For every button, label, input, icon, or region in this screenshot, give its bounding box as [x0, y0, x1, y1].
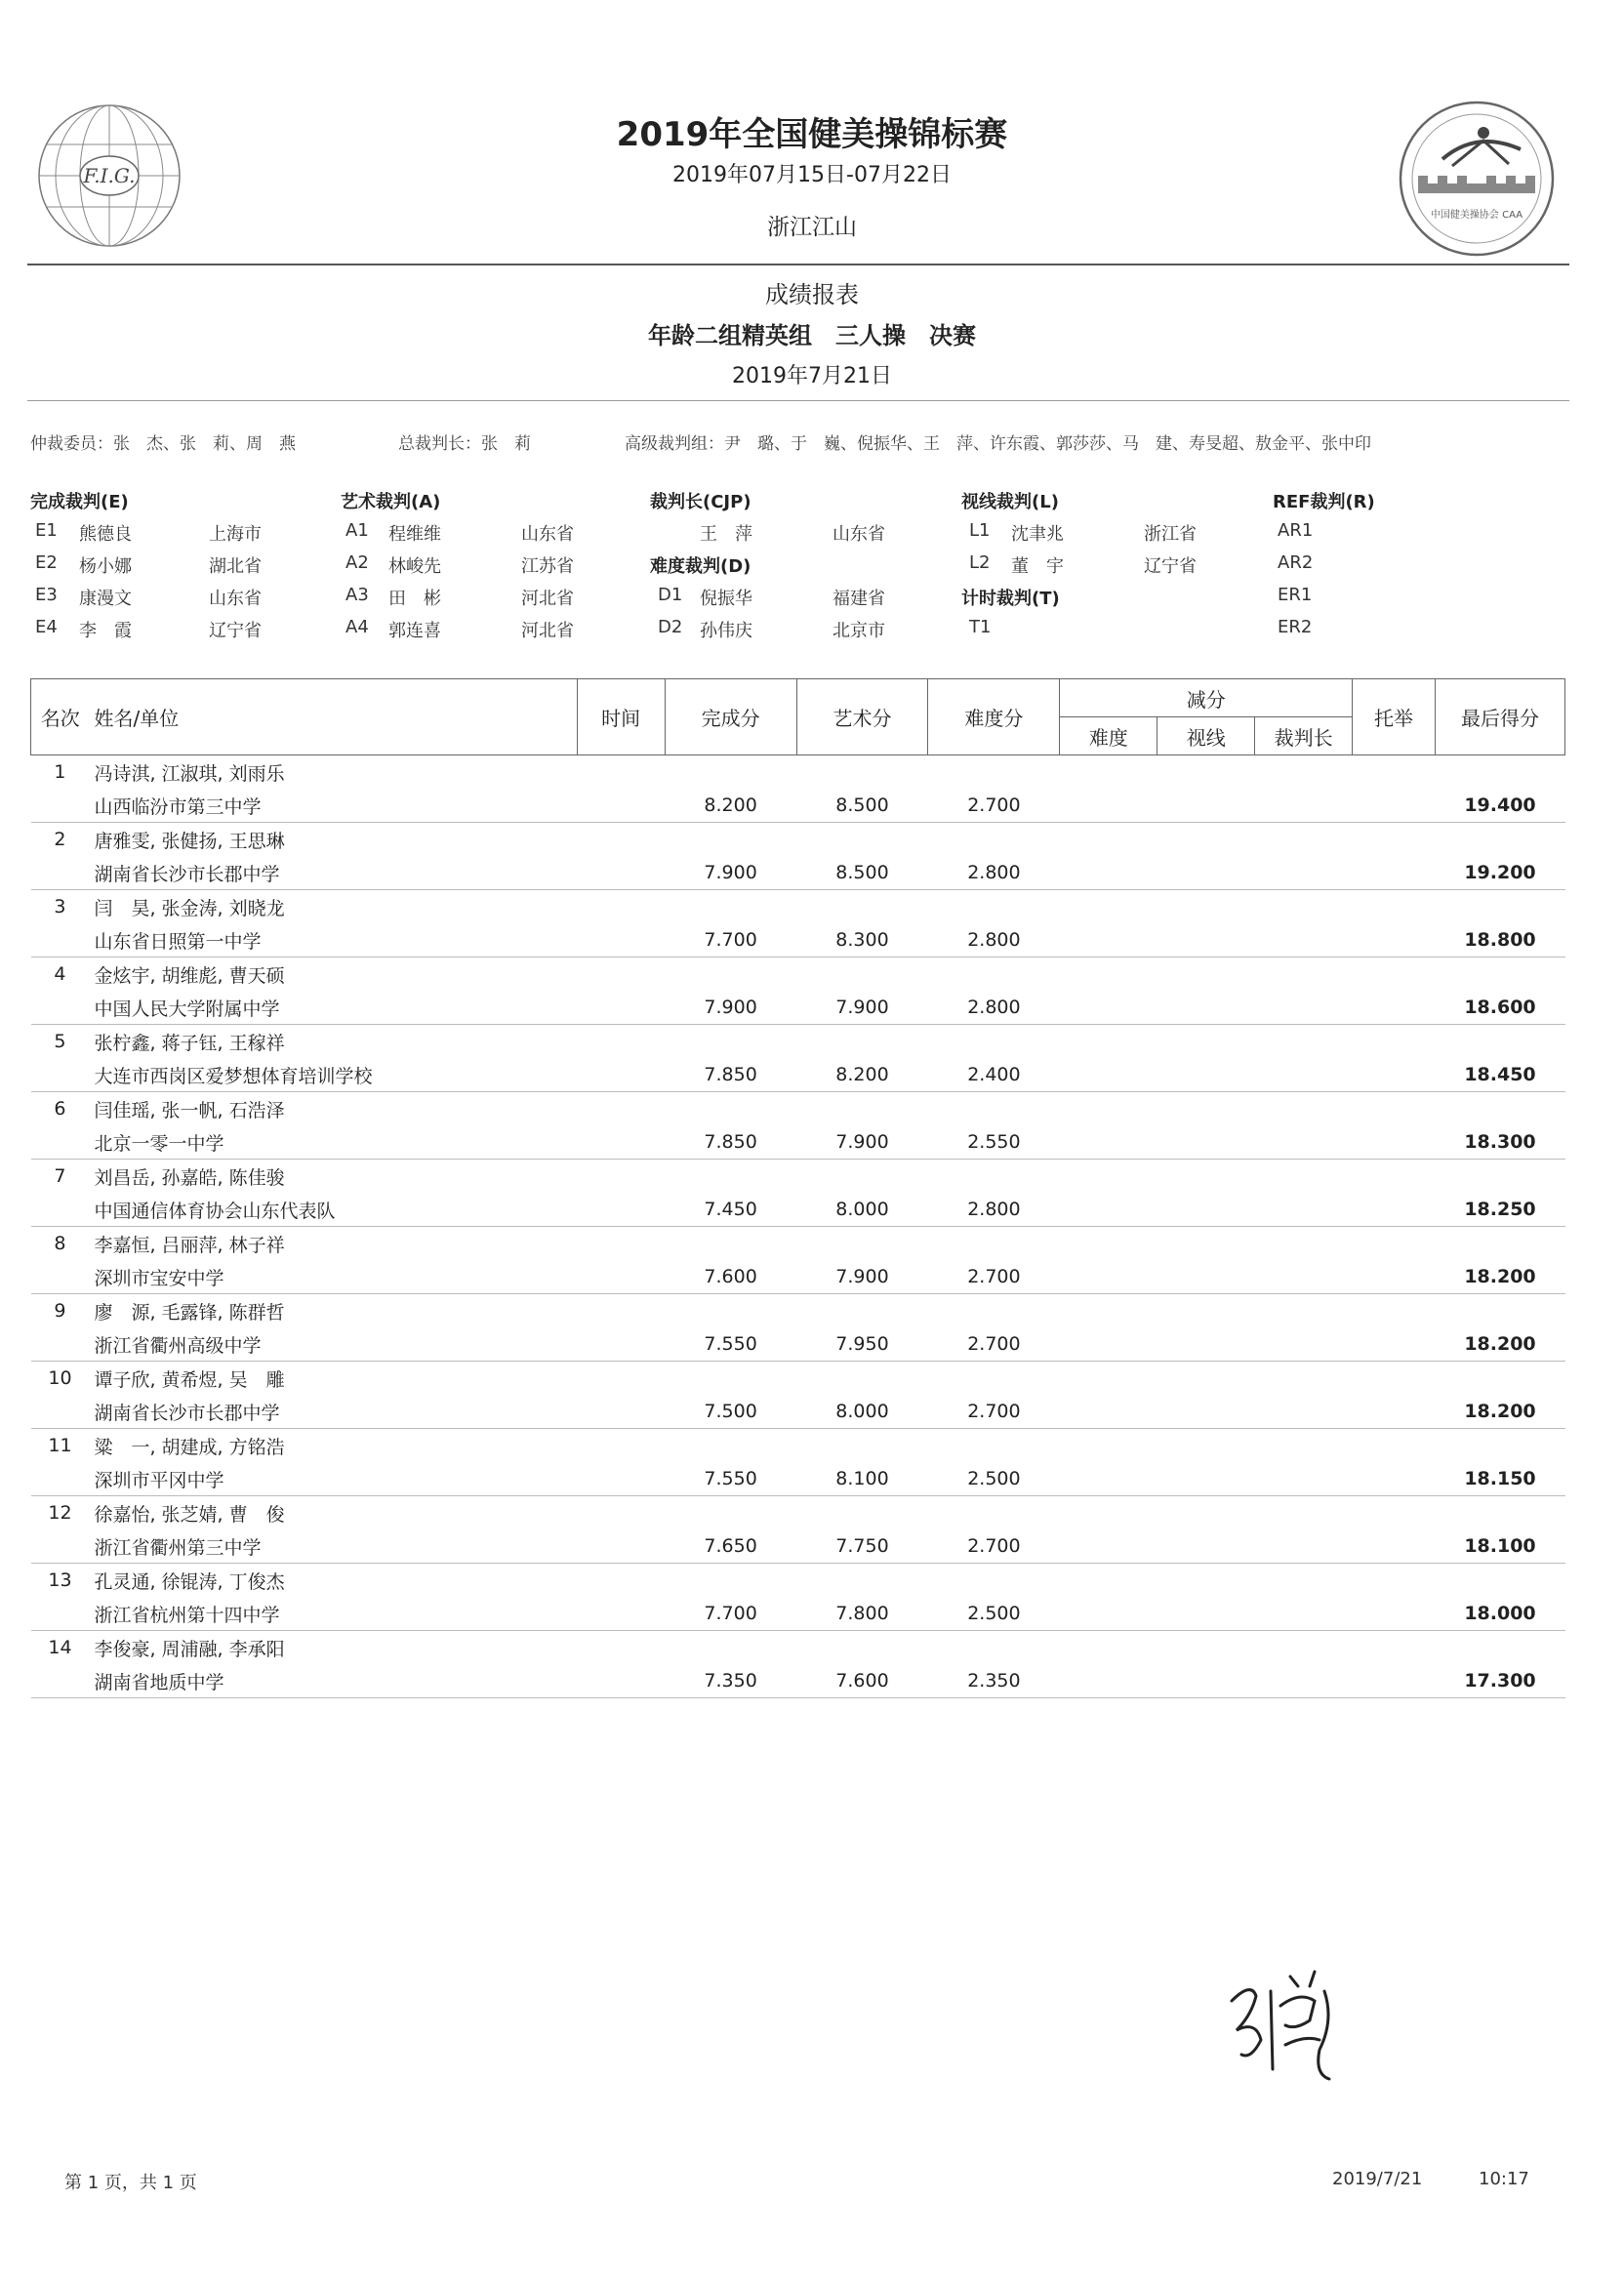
athletes-cell: 闫 昊, 张金涛, 刘晓龙 — [94, 897, 285, 919]
col-execution: 完成分 — [665, 679, 796, 755]
execution-cell: 7.900 — [665, 856, 796, 890]
rank-cell: 7 — [54, 1165, 66, 1187]
event-location: 浙江江山 — [767, 215, 857, 240]
report-title: 成绩报表 — [765, 281, 859, 308]
judge-name: 郭连喜 — [388, 621, 441, 641]
judge-code: AR1 — [1278, 520, 1314, 541]
artistic-cell: 7.750 — [796, 1529, 928, 1564]
final-score-cell: 18.600 — [1436, 991, 1565, 1025]
artistic-cell: 7.600 — [796, 1664, 928, 1698]
unit-cell: 中国人民大学附属中学 — [89, 991, 577, 1025]
judge-code: E4 — [35, 617, 58, 637]
final-score-cell: 18.000 — [1436, 1597, 1565, 1631]
judge-name: 董 宇 — [1011, 556, 1064, 577]
difficulty-cell: 2.500 — [928, 1462, 1060, 1496]
judges-panel — [30, 488, 1565, 654]
athletes-cell: 粱 一, 胡建成, 方铭浩 — [94, 1436, 285, 1458]
judge-region: 山东省 — [832, 524, 885, 545]
event-title: 2019年全国健美操锦标赛 — [616, 115, 1008, 154]
difficulty-cell: 2.700 — [928, 1395, 1060, 1429]
judge-name: 康漫文 — [79, 589, 132, 609]
judge-code: ER1 — [1278, 585, 1313, 605]
difficulty-cell: 2.550 — [928, 1125, 1060, 1160]
header-divider — [27, 264, 1569, 265]
judge-code: E1 — [35, 520, 58, 541]
report-group: 年龄二组精英组 三人操 决赛 — [648, 322, 976, 349]
arbitration-committee: 仲裁委员：张 杰、张 莉、周 燕 — [30, 434, 296, 454]
final-score-cell: 18.200 — [1436, 1327, 1565, 1362]
report-date: 2019年7月21日 — [732, 364, 892, 388]
table-row — [31, 1058, 1565, 1092]
final-score-cell: 19.200 — [1436, 856, 1565, 890]
table-row — [31, 856, 1565, 890]
judge-name: 孙伟庆 — [700, 621, 752, 641]
judge-name: 李 霞 — [79, 621, 132, 641]
judge-name: 杨小娜 — [79, 556, 132, 577]
table-row — [31, 1125, 1565, 1160]
difficulty-cell: 2.700 — [928, 1327, 1060, 1362]
judge-code: D1 — [658, 585, 683, 605]
judge-code: ER2 — [1278, 617, 1313, 637]
print-time: 10:17 — [1479, 2169, 1529, 2189]
col-deduction: 减分 — [1060, 679, 1353, 717]
table-row — [31, 1160, 1565, 1194]
judge-code: T1 — [969, 617, 992, 637]
unit-cell: 湖南省地质中学 — [89, 1664, 577, 1698]
judge-code: A3 — [345, 585, 369, 605]
table-row — [31, 1529, 1565, 1564]
execution-cell: 7.700 — [665, 923, 796, 958]
difficulty-cell: 2.800 — [928, 1193, 1060, 1227]
unit-cell: 浙江省衢州第三中学 — [89, 1529, 577, 1564]
rank-cell: 4 — [54, 963, 66, 985]
athletes-cell: 唐雅雯, 张健扬, 王思琳 — [94, 830, 285, 852]
athletes-cell: 李俊豪, 周浦融, 李承阳 — [94, 1638, 285, 1660]
col-lift: 托举 — [1353, 679, 1436, 755]
difficulty-cell: 2.800 — [928, 991, 1060, 1025]
final-score-cell: 18.100 — [1436, 1529, 1565, 1564]
execution-cell: 7.850 — [665, 1058, 796, 1092]
table-row — [31, 923, 1565, 958]
execution-judges-heading: 完成裁判(E) — [30, 492, 129, 512]
table-row — [31, 1631, 1565, 1665]
judge-code: D2 — [658, 617, 683, 637]
report-divider — [27, 400, 1569, 401]
judge-region: 湖北省 — [209, 556, 262, 577]
results-table-body — [31, 755, 1565, 1698]
judge-code: E2 — [35, 552, 58, 573]
rank-cell: 8 — [54, 1233, 66, 1254]
artistic-cell: 8.100 — [796, 1462, 928, 1496]
table-row — [31, 823, 1565, 857]
table-row — [31, 1362, 1565, 1396]
execution-cell: 7.550 — [665, 1327, 796, 1362]
table-row — [31, 1462, 1565, 1496]
final-score-cell: 18.250 — [1436, 1193, 1565, 1227]
artistic-cell: 7.950 — [796, 1327, 928, 1362]
col-artistic: 艺术分 — [796, 679, 928, 755]
rank-cell: 14 — [48, 1637, 72, 1658]
artistic-cell: 8.000 — [796, 1193, 928, 1227]
difficulty-cell: 2.350 — [928, 1664, 1060, 1698]
artistic-cell: 8.500 — [796, 856, 928, 890]
athletes-cell: 谭子欣, 黄希煜, 吴 雕 — [94, 1368, 285, 1391]
col-ded-line: 视线 — [1157, 717, 1255, 755]
execution-cell: 7.850 — [665, 1125, 796, 1160]
judge-name: 熊德良 — [79, 524, 132, 545]
execution-cell: 7.500 — [665, 1395, 796, 1429]
judge-region: 上海市 — [209, 524, 262, 545]
judge-region: 北京市 — [832, 621, 885, 641]
col-final: 最后得分 — [1436, 679, 1565, 755]
senior-panel: 高级裁判组：尹 璐、于 巍、倪振华、王 萍、许东霞、郭莎莎、马 建、寿旻超、敖金平、张中印 — [625, 434, 1371, 454]
rank-cell: 13 — [48, 1569, 72, 1591]
page-number: 第 1 页，共 1 页 — [64, 2173, 197, 2193]
unit-cell: 深圳市平冈中学 — [89, 1462, 577, 1496]
judge-name: 程维维 — [388, 524, 441, 545]
unit-cell: 大连市西岗区爱梦想体育培训学校 — [89, 1058, 577, 1092]
table-row — [31, 1294, 1565, 1328]
final-score-cell: 18.150 — [1436, 1462, 1565, 1496]
unit-cell: 浙江省杭州第十四中学 — [89, 1597, 577, 1631]
table-row — [31, 1395, 1565, 1429]
athletes-cell: 徐嘉怡, 张芝婧, 曹 俊 — [94, 1503, 285, 1526]
table-row — [31, 1260, 1565, 1294]
rank-cell: 10 — [48, 1367, 72, 1389]
table-row — [31, 1327, 1565, 1362]
artistic-cell: 7.900 — [796, 1125, 928, 1160]
print-date: 2019/7/21 — [1332, 2169, 1423, 2189]
judge-region: 山东省 — [209, 589, 262, 609]
table-row — [31, 1193, 1565, 1227]
rank-cell: 5 — [54, 1031, 66, 1052]
svg-text:中国健美操协会 CAA: 中国健美操协会 CAA — [1430, 210, 1523, 221]
judge-region: 河北省 — [521, 589, 574, 609]
judge-region: 福建省 — [832, 589, 885, 609]
table-row — [31, 890, 1565, 924]
difficulty-cell: 2.700 — [928, 1529, 1060, 1564]
final-score-cell: 18.300 — [1436, 1125, 1565, 1160]
unit-cell: 深圳市宝安中学 — [89, 1260, 577, 1294]
execution-cell: 7.350 — [665, 1664, 796, 1698]
col-ded-chief: 裁判长 — [1255, 717, 1353, 755]
table-row — [31, 1664, 1565, 1698]
unit-cell: 湖南省长沙市长郡中学 — [89, 1395, 577, 1429]
table-row — [31, 755, 1565, 790]
rank-cell: 3 — [54, 896, 66, 917]
rank-cell: 9 — [54, 1300, 66, 1322]
table-row — [31, 1429, 1565, 1463]
svg-text:F.I.G.: F.I.G. — [83, 164, 136, 187]
col-time: 时间 — [577, 679, 665, 755]
referee-signature — [1222, 1962, 1368, 2089]
rank-cell: 12 — [48, 1502, 72, 1524]
judge-region: 辽宁省 — [1144, 556, 1197, 577]
artistic-cell: 8.000 — [796, 1395, 928, 1429]
table-row — [31, 991, 1565, 1025]
judge-code: A2 — [345, 552, 369, 573]
time-judges-heading: 计时裁判(T) — [961, 589, 1060, 609]
athletes-cell: 张柠鑫, 蒋子钰, 王稼祥 — [94, 1032, 285, 1054]
judge-name: 倪振华 — [700, 589, 752, 609]
artistic-cell: 7.900 — [796, 991, 928, 1025]
artistic-cell: 7.900 — [796, 1260, 928, 1294]
judge-region: 河北省 — [521, 621, 574, 641]
unit-cell: 北京一零一中学 — [89, 1125, 577, 1160]
final-score-cell: 17.300 — [1436, 1664, 1565, 1698]
judge-code: L1 — [969, 520, 991, 541]
judge-region: 辽宁省 — [209, 621, 262, 641]
rank-cell: 6 — [54, 1098, 66, 1120]
results-table — [30, 678, 1565, 1698]
table-row — [31, 789, 1565, 823]
athletes-cell: 刘昌岳, 孙嘉皓, 陈佳骏 — [94, 1166, 285, 1189]
execution-cell: 7.900 — [665, 991, 796, 1025]
artistic-cell: 8.300 — [796, 923, 928, 958]
event-dates: 2019年07月15日-07月22日 — [672, 163, 952, 187]
col-name: 姓名/单位 — [89, 679, 577, 755]
artistic-judges-heading: 艺术裁判(A) — [341, 492, 441, 512]
col-ded-difficulty: 难度 — [1060, 717, 1157, 755]
judge-name: 王 萍 — [700, 524, 752, 545]
rank-cell: 11 — [48, 1435, 72, 1456]
col-difficulty: 难度分 — [928, 679, 1060, 755]
execution-cell: 7.550 — [665, 1462, 796, 1496]
table-row — [31, 1597, 1565, 1631]
col-rank: 名次 — [31, 679, 90, 755]
table-row — [31, 958, 1565, 992]
judge-name: 沈聿兆 — [1011, 524, 1064, 545]
final-score-cell: 18.800 — [1436, 923, 1565, 958]
difficulty-cell: 2.500 — [928, 1597, 1060, 1631]
unit-cell: 湖南省长沙市长郡中学 — [89, 856, 577, 890]
table-row — [31, 1092, 1565, 1126]
unit-cell: 山东省日照第一中学 — [89, 923, 577, 958]
rank-cell: 2 — [54, 829, 66, 850]
athletes-cell: 金炫宇, 胡维彪, 曹天硕 — [94, 964, 285, 987]
execution-cell: 8.200 — [665, 789, 796, 823]
judge-name: 林峻先 — [388, 556, 441, 577]
table-row — [31, 1227, 1565, 1261]
athletes-cell: 李嘉恒, 吕丽萍, 林子祥 — [94, 1234, 285, 1256]
unit-cell: 中国通信体育协会山东代表队 — [89, 1193, 577, 1227]
table-row — [31, 1496, 1565, 1530]
results-table-header — [31, 679, 1565, 755]
artistic-cell: 7.800 — [796, 1597, 928, 1631]
judge-code: E3 — [35, 585, 58, 605]
judge-name: 田 彬 — [388, 589, 441, 609]
execution-cell: 7.450 — [665, 1193, 796, 1227]
athletes-cell: 冯诗淇, 江淑琪, 刘雨乐 — [94, 762, 285, 785]
judge-region: 江苏省 — [521, 556, 574, 577]
table-row — [31, 1025, 1565, 1059]
difficulty-cell: 2.400 — [928, 1058, 1060, 1092]
final-score-cell: 18.200 — [1436, 1260, 1565, 1294]
execution-cell: 7.700 — [665, 1597, 796, 1631]
artistic-cell: 8.200 — [796, 1058, 928, 1092]
artistic-cell: 8.500 — [796, 789, 928, 823]
athletes-cell: 孔灵通, 徐锟涛, 丁俊杰 — [94, 1570, 285, 1593]
athletes-cell: 闫佳瑶, 张一帆, 石浩泽 — [94, 1099, 285, 1121]
table-row — [31, 1564, 1565, 1598]
difficulty-cell: 2.800 — [928, 856, 1060, 890]
judge-code: A1 — [345, 520, 369, 541]
line-judges-heading: 视线裁判(L) — [961, 492, 1059, 512]
rank-cell: 1 — [54, 761, 66, 783]
unit-cell: 山西临汾市第三中学 — [89, 789, 577, 823]
final-score-cell: 18.200 — [1436, 1395, 1565, 1429]
ref-judges-heading: REF裁判(R) — [1273, 492, 1375, 512]
difficulty-cell: 2.800 — [928, 923, 1060, 958]
judge-code: L2 — [969, 552, 991, 573]
judge-code: A4 — [345, 617, 369, 637]
final-score-cell: 18.450 — [1436, 1058, 1565, 1092]
difficulty-judges-heading: 难度裁判(D) — [650, 556, 751, 577]
execution-cell: 7.650 — [665, 1529, 796, 1564]
difficulty-cell: 2.700 — [928, 789, 1060, 823]
judge-code: AR2 — [1278, 552, 1314, 573]
athletes-cell: 廖 源, 毛露锋, 陈群哲 — [94, 1301, 285, 1324]
judge-region: 山东省 — [521, 524, 574, 545]
execution-cell: 7.600 — [665, 1260, 796, 1294]
chief-referee: 总裁判长：张 莉 — [398, 434, 531, 454]
unit-cell: 浙江省衢州高级中学 — [89, 1327, 577, 1362]
final-score-cell: 19.400 — [1436, 789, 1565, 823]
cjp-heading: 裁判长(CJP) — [650, 492, 751, 512]
judge-region: 浙江省 — [1144, 524, 1197, 545]
difficulty-cell: 2.700 — [928, 1260, 1060, 1294]
